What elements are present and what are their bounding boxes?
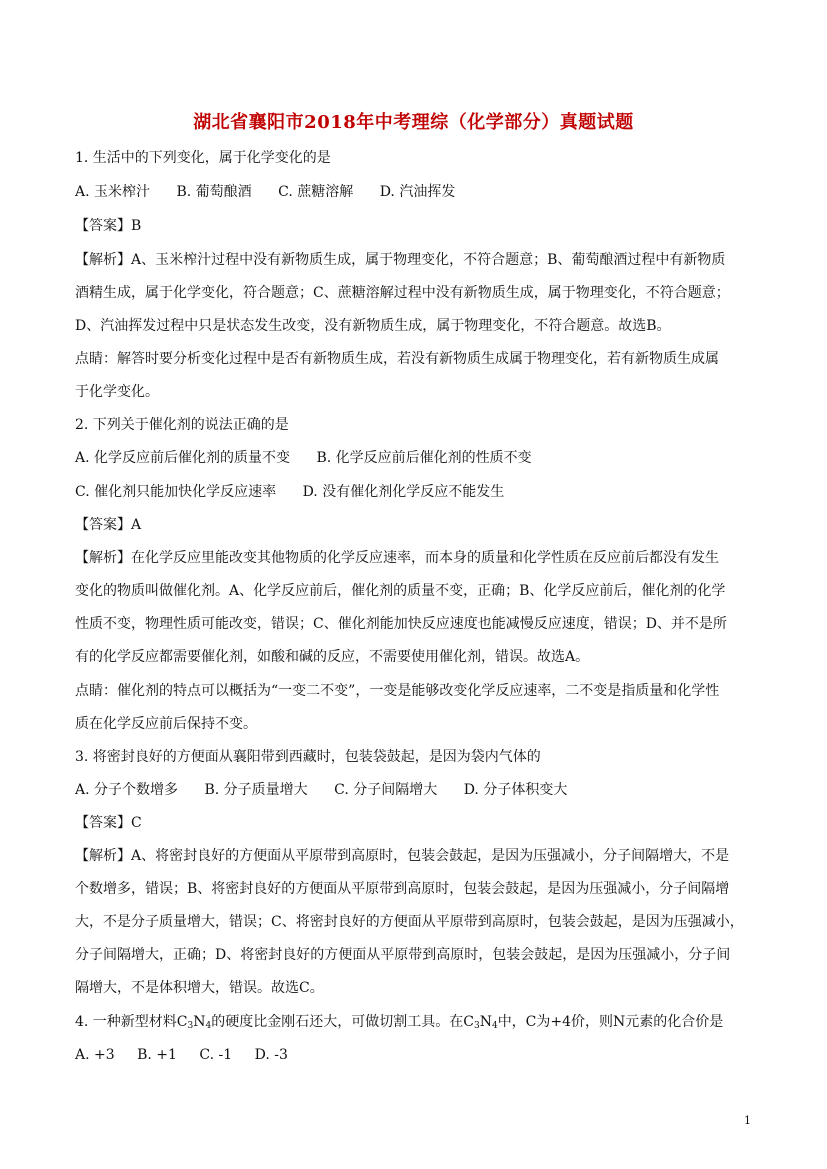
q2-stem: 2. 下列关于催化剂的说法正确的是: [75, 417, 289, 433]
q1-option-c: C. 蔗糖溶解: [278, 184, 354, 200]
q2-option-d: D. 没有催化剂化学反应不能发生: [302, 484, 505, 500]
q4-stem-part: N: [193, 1014, 206, 1030]
q3-analysis-line: 大，不是分子质量增大，错误；C、将密封良好的方便面从平原带到高原时，包装会鼓起，是因为压强减小，: [75, 914, 744, 930]
q2-analysis-line: 性质不变，物理性质可能改变，错误；C、催化剂能加快反应速度也能减慢反应速度，错误；D、并不是所: [75, 616, 727, 632]
q4-stem-sub: 4: [491, 1021, 498, 1031]
q1-comment-line: 点睛：解答时要分析变化过程中是否有新物质生成，若没有新物质生成属于物理变化，若有新物质生成属: [75, 351, 719, 367]
q1-stem: 1. 生活中的下列变化，属于化学变化的是: [75, 150, 331, 166]
page-number: 1: [744, 1114, 751, 1127]
q3-option-b: B. 分子质量增大: [204, 782, 308, 798]
q2-comment-line: 点睛：催化剂的特点可以概括为“一变二不变”，一变是能够改变化学反应速率，二不变是指质量和化学性: [75, 683, 720, 699]
q1-option-b: B. 葡萄酿酒: [176, 184, 252, 200]
q2-comment-line: 质在化学反应前后保持不变。: [75, 716, 257, 732]
q4-stem-part: N: [479, 1014, 492, 1030]
document-title: 湖北省襄阳市2018年中考理综（化学部分）真题试题: [193, 112, 634, 133]
q3-option-d: D. 分子体积变大: [463, 782, 568, 798]
q3-stem: 3. 将密封良好的方便面从襄阳带到西藏时，包装袋鼓起，是因为袋内气体的: [75, 749, 541, 765]
q2-options-row2: [75, 484, 504, 500]
q3-analysis-line: 【解析】A、将密封良好的方便面从平原带到高原时，包装会鼓起，是因为压强减小，分子间隔增大，不是: [75, 848, 730, 864]
q2-analysis-line: 有的化学反应都需要催化剂，如酸和碱的反应，不需要使用催化剂，错误。故选A。: [75, 649, 590, 665]
q4-stem-part: 的硬度比金刚石还大，可做切割工具。在C: [211, 1014, 474, 1030]
q1-comment-line: 于化学变化。: [75, 384, 159, 400]
q3-analysis-line: 隔增大，不是体积增大，错误。故选C。: [75, 980, 324, 996]
q3-option-c: C. 分子间隔增大: [334, 782, 438, 798]
q3-options: [75, 782, 567, 798]
q4-stem-sub: 3: [187, 1021, 194, 1031]
q1-answer: 【答案】B: [75, 218, 142, 234]
q2-option-b: B. 化学反应前后催化剂的性质不变: [316, 450, 532, 466]
q4-stem-part: 4. 一种新型材料C: [75, 1014, 188, 1030]
q2-option-c: C. 催化剂只能加快化学反应速率: [75, 484, 277, 500]
q1-options: [75, 184, 455, 200]
q4-options: [75, 1047, 288, 1063]
q3-answer: 【答案】C: [75, 815, 142, 831]
q4-option-b: B. +1: [137, 1047, 177, 1063]
q1-option-d: D. 汽油挥发: [379, 184, 456, 200]
q4-option-d: D. -3: [254, 1047, 288, 1063]
q4-stem: [75, 1014, 723, 1030]
q1-analysis-line: 酒精生成，属于化学变化，符合题意；C、蔗糖溶解过程中没有新物质生成，属于物理变化，不符合题意；: [75, 285, 730, 301]
q2-option-a: A. 化学反应前后催化剂的质量不变: [75, 450, 291, 466]
q3-option-a: A. 分子个数增多: [75, 782, 179, 798]
q4-stem-sub: 4: [205, 1021, 212, 1031]
q4-option-a: A. +3: [75, 1047, 115, 1063]
q1-analysis-line: D、汽油挥发过程中只是状态发生改变，没有新物质生成，属于物理变化，不符合题意。故选B。: [75, 318, 671, 334]
q1-analysis-line: 【解析】A、玉米榨汁过程中没有新物质生成，属于物理变化，不符合题意；B、葡萄酿酒过程中有新物质: [75, 252, 726, 268]
q4-stem-part: 中，C为+4价，则N元素的化合价是: [497, 1014, 724, 1030]
q1-option-a: A. 玉米榨汁: [75, 184, 151, 200]
q2-answer: 【答案】A: [75, 517, 142, 533]
q2-analysis-line: 【解析】在化学反应里能改变其他物质的化学反应速率，而本身的质量和化学性质在反应前后都没有发生: [75, 550, 719, 566]
q3-analysis-line: 分子间隔增大，正确；D、将密封良好的方便面从平原带到高原时，包装会鼓起，是因为压强减小，分子间: [75, 947, 731, 963]
q2-options-row1: [75, 450, 532, 466]
q4-option-c: C. -1: [199, 1047, 233, 1063]
q4-stem-sub: 3: [473, 1021, 480, 1031]
q2-analysis-line: 变化的物质叫做催化剂。A、化学反应前后，催化剂的质量不变，正确；B、化学反应前后，催化剂的化学: [75, 583, 726, 599]
q3-analysis-line: 个数增多，错误；B、将密封良好的方便面从平原带到高原时，包装会鼓起，是因为压强减小，分子间隔增: [75, 881, 730, 897]
